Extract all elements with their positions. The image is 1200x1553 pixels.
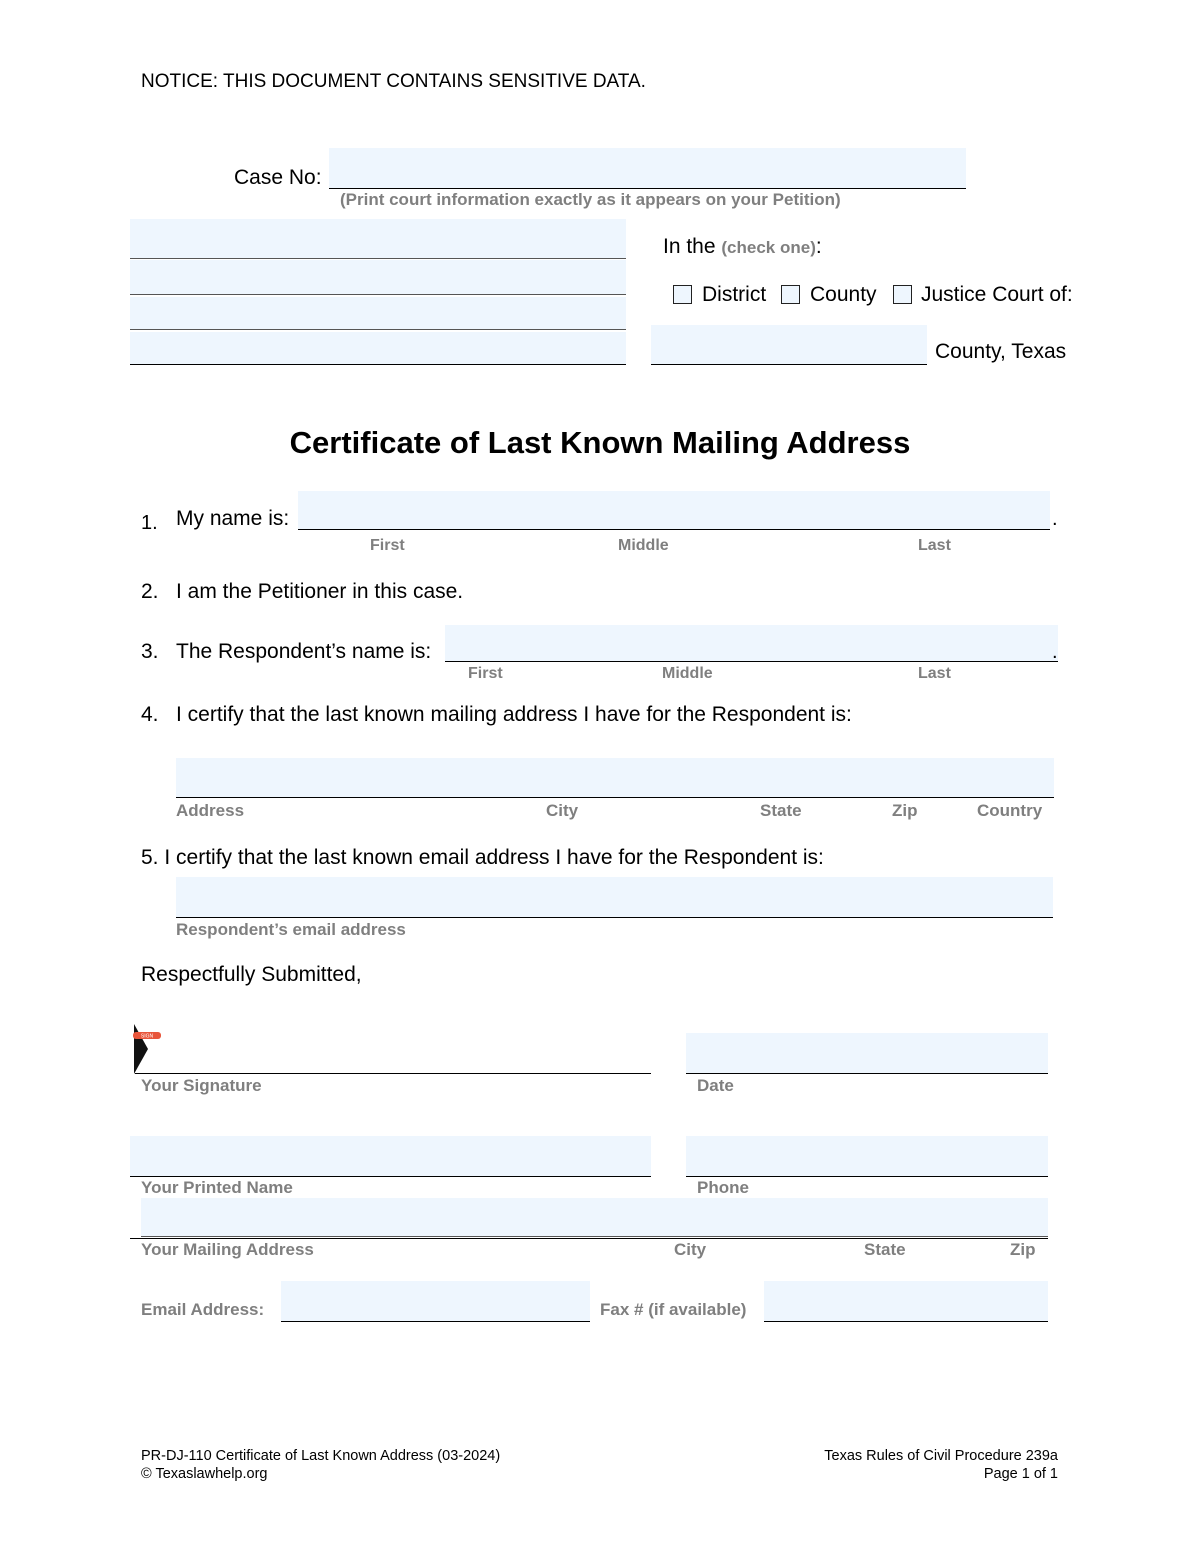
signature-line[interactable] <box>135 1073 651 1074</box>
justice-court-checkbox[interactable] <box>893 285 912 304</box>
mailing-city-label: City <box>674 1240 707 1259</box>
in-the-text: In the <box>663 235 716 258</box>
district-label: District <box>702 283 767 306</box>
item-2-text: I am the Petitioner in this case. <box>176 580 464 603</box>
court-info-hint: (Print court information exactly as it appears on your Petition) <box>340 190 841 209</box>
your-signature-label: Your Signature <box>141 1076 262 1095</box>
printed-name-field[interactable] <box>130 1136 651 1177</box>
date-field[interactable] <box>686 1033 1048 1074</box>
phone-label: Phone <box>697 1178 749 1197</box>
respondent-email-field[interactable] <box>176 877 1053 918</box>
fax-label: Fax # (if available) <box>600 1300 747 1319</box>
item-1-period: . <box>1052 508 1058 530</box>
respondent-address-field[interactable] <box>176 758 1054 798</box>
item-1-number: 1. <box>141 512 158 534</box>
document-title: Certificate of Last Known Mailing Address <box>289 425 911 460</box>
petitioner-name-field[interactable] <box>298 491 1050 530</box>
item-3-number: 3. <box>141 640 159 663</box>
zip-label: Zip <box>892 801 918 820</box>
item-5-text: 5. I certify that the last known email address I have for the Respondent is: <box>141 846 824 869</box>
party-line-2-field[interactable] <box>130 260 626 295</box>
phone-field[interactable] <box>686 1136 1048 1177</box>
printed-name-label: Your Printed Name <box>141 1178 293 1197</box>
sign-here-flag-icon[interactable] <box>131 1024 165 1074</box>
county-label: County <box>810 283 877 306</box>
party-line-4-field[interactable] <box>130 332 626 365</box>
footer-left <box>141 1447 500 1483</box>
district-checkbox[interactable] <box>673 285 692 304</box>
county-texas-label: County, Texas <box>935 340 1067 363</box>
item-3-middle-label: Middle <box>662 665 713 682</box>
respondent-email-label: Respondent’s email address <box>176 920 406 939</box>
fax-field[interactable] <box>764 1281 1048 1322</box>
email-address-label: Email Address: <box>141 1300 265 1319</box>
item-1-middle-label: Middle <box>618 537 669 554</box>
item-3-first-label: First <box>468 665 503 682</box>
page-number-text: Page 1 of 1 <box>983 1466 1058 1482</box>
country-label: Country <box>977 801 1043 820</box>
item-3-period: . <box>1052 641 1058 663</box>
item-2-number: 2. <box>141 580 159 603</box>
city-label: City <box>546 801 579 820</box>
state-label: State <box>760 801 802 820</box>
mailing-zip-label: Zip <box>1010 1240 1036 1259</box>
mailing-address-field[interactable] <box>141 1198 1048 1237</box>
closing-text: Respectfully Submitted, <box>141 963 362 986</box>
case-number-label: Case No: <box>234 166 322 189</box>
check-one-hint: (check one) <box>721 238 816 257</box>
mailing-address-label: Your Mailing Address <box>141 1240 314 1259</box>
county-checkbox[interactable] <box>781 285 800 304</box>
party-line-3-field[interactable] <box>130 297 626 330</box>
county-name-field[interactable] <box>651 325 927 365</box>
email-address-field[interactable] <box>281 1281 590 1322</box>
item-4-number: 4. <box>141 703 159 726</box>
sign-flag-label: SIGN <box>140 1033 154 1040</box>
date-label: Date <box>697 1076 734 1095</box>
footer-right <box>824 1447 1058 1483</box>
respondent-name-field[interactable] <box>445 625 1058 662</box>
item-1-text: My name is: <box>176 507 290 530</box>
mailing-address-line <box>130 1238 1048 1239</box>
case-number-field[interactable] <box>329 148 966 189</box>
item-1-last-label: Last <box>918 537 951 554</box>
item-1-first-label: First <box>370 537 405 554</box>
item-3-text: The Respondent’s name is: <box>176 640 432 663</box>
mailing-state-label: State <box>864 1240 906 1259</box>
address-label: Address <box>176 801 245 820</box>
rule-reference-text: Texas Rules of Civil Procedure 239a <box>824 1448 1058 1464</box>
item-4-text: I certify that the last known mailing address I have for the Respondent is: <box>176 703 852 726</box>
copyright-text: © Texaslawhelp.org <box>141 1466 268 1482</box>
court-prompt-colon: : <box>815 235 822 258</box>
sensitive-notice: NOTICE: THIS DOCUMENT CONTAINS SENSITIVE DATA. <box>141 71 646 92</box>
item-3-last-label: Last <box>918 665 951 682</box>
party-line-1-field[interactable] <box>130 219 626 259</box>
form-id-text: PR-DJ-110 Certificate of Last Known Address (03-2024) <box>141 1448 501 1464</box>
justice-court-label: Justice Court of: <box>921 283 1073 306</box>
court-prompt <box>663 235 822 259</box>
